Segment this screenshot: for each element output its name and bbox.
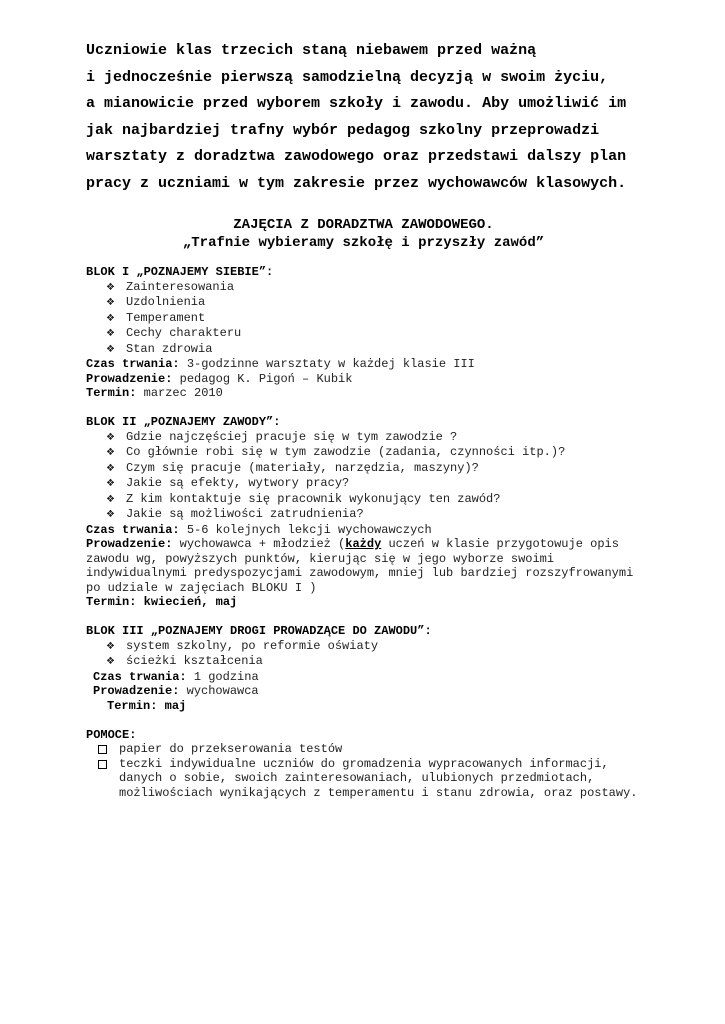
intro-line: jak najbardziej trafny wybór pedagog szkolny przeprowadzi bbox=[86, 121, 600, 139]
document-body bbox=[86, 265, 646, 800]
block1-list bbox=[86, 280, 646, 358]
emphasis-word: każdy bbox=[345, 537, 382, 551]
block3-list bbox=[86, 639, 646, 670]
diamond-bullet-icon: ❖ bbox=[106, 343, 115, 355]
diamond-bullet-icon: ❖ bbox=[106, 493, 115, 505]
diamond-bullet-icon: ❖ bbox=[106, 447, 115, 458]
list-item: papier do przekserowania testów bbox=[98, 742, 646, 757]
intro-paragraph bbox=[86, 38, 686, 198]
block1-heading: BLOK I „POZNAJEMY SIEBIE”: bbox=[86, 265, 274, 279]
block2-list bbox=[86, 430, 646, 523]
list-item: ❖ Uzdolnienia bbox=[106, 295, 206, 309]
diamond-bullet-icon: ❖ bbox=[106, 656, 115, 667]
list-item: ❖ Stan zdrowia bbox=[106, 341, 213, 356]
list-item: ❖ system szkolny, po reformie oświaty bbox=[106, 638, 379, 653]
intro-line: warsztaty z doradztwa zawodowego oraz przedstawi dalszy plan bbox=[86, 148, 627, 166]
block3-heading: BLOK III „POZNAJEMY DROGI PROWADZĄCE DO ZAWODU”: bbox=[86, 624, 432, 638]
block2-term: Termin: kwiecień, maj bbox=[86, 595, 238, 609]
diamond-bullet-icon: ❖ bbox=[106, 509, 115, 520]
block1-term: Termin: marzec 2010 bbox=[86, 386, 223, 400]
list-item: ❖ Czym się pracuje (materiały, narzędzia, maszyny)? bbox=[106, 460, 479, 475]
title-line-2: „Trafnie wybieramy szkołę i przyszły zawód” bbox=[182, 235, 545, 251]
diamond-bullet-icon: ❖ bbox=[106, 431, 115, 443]
title-line-1: ZAJĘCIA Z DORADZTWA ZAWODOWEGO. bbox=[233, 217, 494, 233]
list-item: teczki indywidualne uczniów do gromadzenia wypracowanych informacji, danych o sobie, swoich zainteresowaniach, ulubionych przedmiotach, możliwościach wynikających z temperamentu i stanu zdrowia, oraz postawy. bbox=[98, 757, 646, 801]
diamond-bullet-icon: ❖ bbox=[106, 297, 115, 308]
block3-lead: Prowadzenie: wychowawca bbox=[93, 684, 259, 698]
intro-line: i jednocześnie pierwszą samodzielną decyzją w swoim życiu, bbox=[86, 68, 609, 86]
block1-duration: Czas trwania: 3-godzinne warsztaty w każdej klasie III bbox=[86, 357, 475, 371]
aids-list bbox=[86, 742, 646, 800]
list-item: ❖ Jakie są możliwości zatrudnienia? bbox=[106, 507, 364, 521]
intro-line: pracy z uczniami w tym zakresie przez wychowawców klasowych. bbox=[86, 174, 627, 192]
block3-duration: Czas trwania: 1 godzina bbox=[93, 669, 259, 684]
square-bullet-icon bbox=[98, 745, 107, 754]
diamond-bullet-icon: ❖ bbox=[106, 478, 115, 489]
diamond-bullet-icon: ❖ bbox=[106, 462, 115, 474]
block2-lead: Prowadzenie: wychowawca + młodzież (każdy uczeń w klasie przygotowuje opis zawodu wg, powyższych punktów, kierując się w jego wyborze swoimi indywidualnymi predyspozycjami zawodowym, mniej lub bardziej rozszyfrowanymi po udziale w zajęciach BLOKU I ) bbox=[86, 537, 634, 595]
block2-duration: Czas trwania: 5-6 kolejnych lekcji wychowawczych bbox=[86, 522, 432, 537]
list-item: ❖ Temperament bbox=[106, 310, 206, 325]
diamond-bullet-icon: ❖ bbox=[106, 328, 115, 339]
list-item: ❖ Z kim kontaktuje się pracownik wykonujący ten zawód? bbox=[106, 491, 501, 506]
block3-term: Termin: maj bbox=[107, 698, 187, 713]
square-bullet-icon bbox=[98, 760, 107, 769]
list-item: ❖ Gdzie najczęściej pracuje się w tym zawodzie ? bbox=[106, 429, 458, 444]
list-item: ❖ Jakie są efekty, wytwory pracy? bbox=[106, 476, 350, 490]
block2-heading: BLOK II „POZNAJEMY ZAWODY”: bbox=[86, 415, 281, 429]
list-item: ❖ Co głównie robi się w tym zawodzie (zadania, czynności itp.)? bbox=[106, 445, 566, 459]
document-title bbox=[86, 216, 641, 252]
diamond-bullet-icon: ❖ bbox=[106, 281, 115, 293]
intro-line: Uczniowie klas trzecich staną niebawem przed ważną bbox=[86, 42, 537, 59]
block1-lead: Prowadzenie: pedagog K. Pigoń – Kubik bbox=[86, 371, 353, 386]
list-item: ❖ Zainteresowania bbox=[106, 279, 235, 294]
list-item: ❖ ścieżki kształcenia bbox=[106, 654, 263, 668]
diamond-bullet-icon: ❖ bbox=[106, 640, 115, 652]
diamond-bullet-icon: ❖ bbox=[106, 312, 115, 324]
intro-line: a mianowicie przed wyborem szkoły i zawodu. Aby umożliwić im bbox=[86, 95, 627, 113]
aids-heading: POMOCE: bbox=[86, 727, 137, 742]
list-item: ❖ Cechy charakteru bbox=[106, 326, 242, 340]
